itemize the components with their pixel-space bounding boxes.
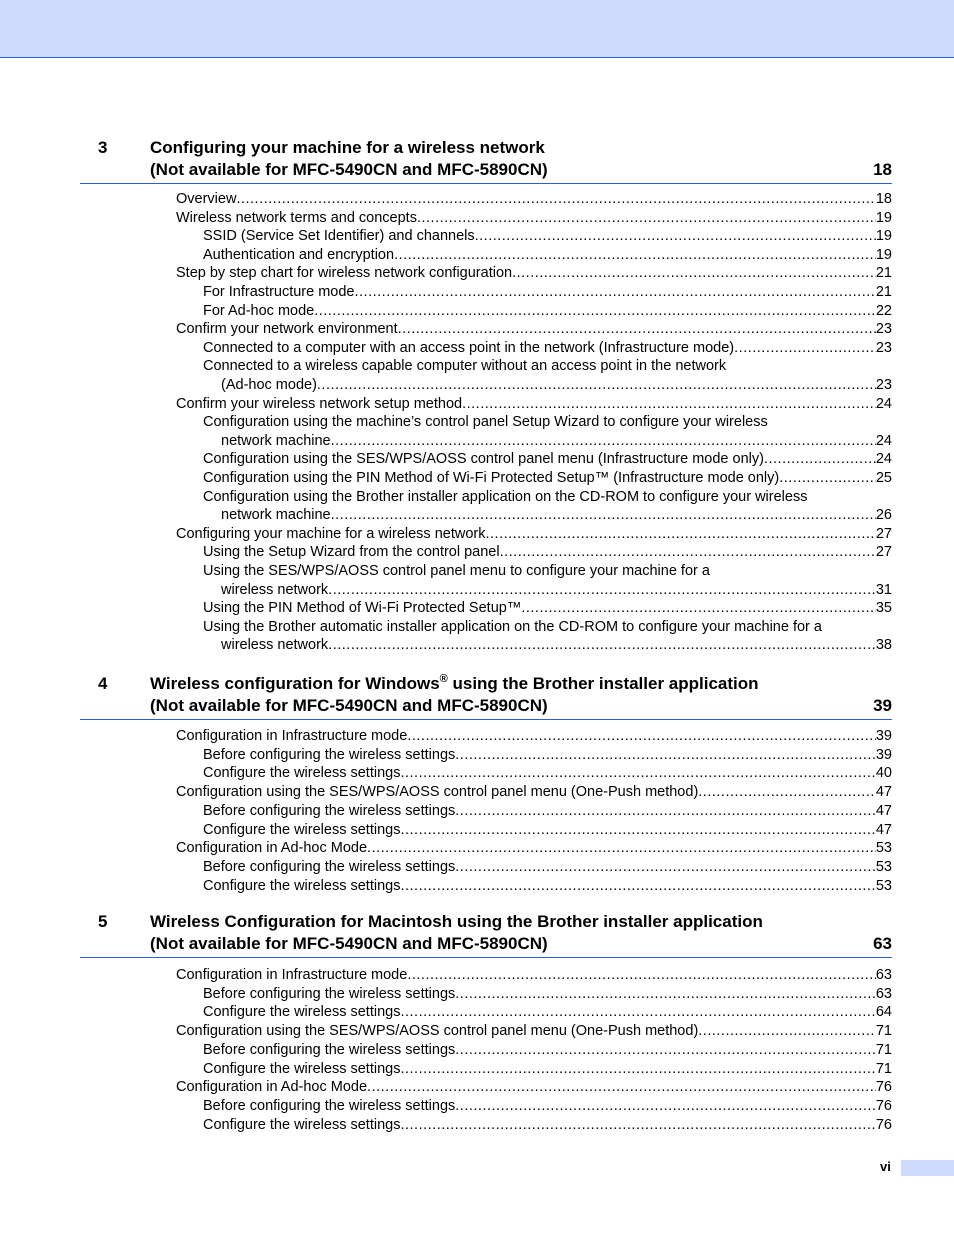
- dot-leader: [455, 802, 876, 821]
- toc-entry-page: 39: [875, 728, 892, 744]
- chapter-page-number: 18: [873, 160, 892, 179]
- dot-leader: [367, 839, 876, 858]
- toc-entry[interactable]: [203, 764, 892, 783]
- toc-entry-title: Configure the wireless settings: [203, 877, 401, 894]
- dot-leader: [734, 339, 876, 358]
- toc-entry[interactable]: [203, 821, 892, 840]
- toc-entry-title: Configuration using the SES/WPS/AOSS control panel menu (One-Push method): [176, 1023, 699, 1040]
- toc-entry-page: 40: [875, 765, 892, 782]
- dot-leader: [400, 877, 875, 896]
- toc-entry-page: 25: [875, 470, 892, 486]
- chapter-title-line1: Configuring your machine for a wireless network: [150, 138, 545, 157]
- chapter-number: 4: [98, 674, 108, 693]
- toc-entry-title: Configuration in Ad-hoc Mode: [176, 1079, 368, 1096]
- toc-entry-title: Connected to a computer with an access point in the network (Infrastructure mode): [203, 339, 735, 356]
- toc-entry[interactable]: [221, 636, 892, 655]
- toc-entry-page: 22: [875, 302, 892, 319]
- toc-entry[interactable]: [203, 802, 892, 821]
- toc-entry-page: 18: [875, 191, 892, 207]
- toc-entry[interactable]: [176, 395, 892, 414]
- toc-entry-continued[interactable]: [203, 413, 892, 432]
- toc-entry-title: wireless network: [221, 637, 329, 654]
- toc-entry-page: 71: [875, 1041, 892, 1058]
- toc-entry-continued[interactable]: [203, 488, 892, 507]
- dot-leader: [698, 1022, 876, 1041]
- toc-entry[interactable]: [176, 1022, 892, 1041]
- dot-leader: [394, 246, 876, 265]
- toc-entry-page: 53: [875, 858, 892, 875]
- toc-entry-title: Using the Brother automatic installer application on the CD-ROM to configure your machine for a: [203, 618, 822, 635]
- toc-entry[interactable]: [176, 839, 892, 858]
- toc-entry-title: Configuration using the Brother installer application on the CD-ROM to configure your wireless: [203, 488, 808, 505]
- toc-entry[interactable]: [203, 227, 892, 246]
- toc-entry[interactable]: [176, 320, 892, 339]
- dot-leader: [455, 1041, 876, 1060]
- chapter-page-number: 63: [873, 934, 892, 953]
- chapter-title-text: using the Brother installer application: [447, 674, 759, 693]
- chapter-title[interactable]: [150, 911, 763, 955]
- toc-entry-continued[interactable]: [203, 618, 892, 637]
- chapter-divider: [80, 719, 892, 720]
- toc-entry-page: 71: [875, 1060, 892, 1077]
- toc-entry-page: 76: [875, 1079, 892, 1096]
- toc-entry-page: 23: [875, 377, 892, 393]
- toc-entry-page: 21: [875, 284, 892, 300]
- toc-entry-title: SSID (Service Set Identifier) and channels: [203, 228, 475, 245]
- toc-entry-title: Configure the wireless settings: [203, 1116, 401, 1133]
- toc-entry-page: 26: [875, 507, 892, 524]
- toc-entry[interactable]: [203, 1003, 892, 1022]
- toc-entry[interactable]: [203, 985, 892, 1004]
- dot-leader: [328, 636, 876, 655]
- toc-entry-title: Using the Setup Wizard from the control panel: [203, 544, 500, 561]
- toc-entry[interactable]: [203, 469, 892, 488]
- toc-entry-title: Configuration in Ad-hoc Mode: [176, 840, 368, 857]
- chapter-title-line2: (Not available for MFC-5490CN and MFC-5890CN): [150, 696, 548, 715]
- toc-entry-title: Configure the wireless settings: [203, 821, 401, 838]
- chapter-title-text: Wireless configuration for Windows: [150, 674, 440, 693]
- toc-entry-title: Configuration in Infrastructure mode: [176, 728, 408, 744]
- toc-entry-page: 53: [875, 877, 892, 894]
- toc-entry[interactable]: [203, 1060, 892, 1079]
- toc-entry-continued[interactable]: [203, 357, 892, 376]
- dot-leader: [400, 1116, 875, 1135]
- toc-entry[interactable]: [176, 264, 892, 283]
- toc-entry-page: 24: [875, 432, 892, 449]
- chapter-title-line1: [150, 673, 759, 695]
- chapter-divider: [80, 183, 892, 184]
- dot-leader: [475, 227, 876, 246]
- toc-entry-title: Configure the wireless settings: [203, 1060, 401, 1077]
- dot-leader: [355, 283, 876, 302]
- dot-leader: [367, 1078, 876, 1097]
- dot-leader: [400, 1060, 875, 1079]
- footer-page-number: vi: [880, 1159, 891, 1174]
- toc-entry-title: Before configuring the wireless settings: [203, 1097, 456, 1114]
- dot-leader: [417, 209, 876, 228]
- toc-entry-page: 47: [875, 821, 892, 838]
- toc-entry-page: 23: [875, 321, 892, 338]
- toc-entry[interactable]: [203, 858, 892, 877]
- chapter-number: 3: [98, 138, 108, 157]
- toc-entry-title: (Ad-hoc mode): [221, 377, 317, 393]
- toc-entry-page: 19: [875, 246, 892, 263]
- dot-leader: [398, 320, 876, 339]
- toc-entry-page: 39: [875, 746, 892, 763]
- chapter-title-line2: (Not available for MFC-5490CN and MFC-5890CN): [150, 934, 548, 953]
- toc-entry[interactable]: [203, 599, 892, 618]
- toc-entry-title: Connected to a wireless capable computer without an access point in the network: [203, 358, 727, 375]
- dot-leader: [455, 858, 876, 877]
- toc-entry[interactable]: [203, 450, 892, 469]
- toc-entry-page: 21: [875, 265, 892, 282]
- toc-entry-title: Using the SES/WPS/AOSS control panel menu to configure your machine for a: [203, 563, 710, 579]
- toc-entry-continued[interactable]: [203, 562, 892, 581]
- toc-entry-page: 24: [875, 395, 892, 412]
- toc-entry-title: Configuration using the SES/WPS/AOSS control panel menu (Infrastructure mode only): [203, 451, 764, 468]
- dot-leader: [236, 190, 875, 209]
- toc-entry-title: Confirm your network environment: [176, 321, 398, 338]
- toc-entry-title: Configuration using the SES/WPS/AOSS control panel menu (One-Push method): [176, 784, 699, 801]
- toc-entry[interactable]: [221, 432, 892, 451]
- toc-entry-title: Before configuring the wireless settings: [203, 802, 456, 819]
- toc-entry[interactable]: [176, 190, 892, 209]
- toc-entry[interactable]: [203, 283, 892, 302]
- dot-leader: [455, 1097, 876, 1116]
- toc-entry[interactable]: [203, 246, 892, 265]
- chapter-title-line1: Wireless Configuration for Macintosh using the Brother installer application: [150, 912, 763, 931]
- toc-entry[interactable]: [203, 339, 892, 358]
- toc-entry[interactable]: [203, 1116, 892, 1135]
- toc-entry-page: 23: [875, 339, 892, 356]
- registered-mark: ®: [439, 673, 448, 685]
- toc-entry-title: wireless network: [221, 581, 329, 598]
- toc-entry[interactable]: [176, 727, 892, 746]
- dot-leader: [500, 543, 876, 562]
- toc-entry-title: network machine: [221, 507, 331, 524]
- toc-entry[interactable]: [221, 376, 892, 395]
- chapter-number: 5: [98, 912, 108, 931]
- toc-entry-title: For Ad-hoc mode: [203, 302, 315, 319]
- toc-entry-page: 35: [875, 600, 892, 617]
- toc-entry-title: Configure the wireless settings: [203, 765, 401, 782]
- toc-entry-title: Step by step chart for wireless network configuration: [176, 265, 513, 282]
- toc-entry-title: Configuration using the machine’s control panel Setup Wizard to configure your wireless: [203, 414, 768, 431]
- toc-entry-title: Before configuring the wireless settings: [203, 746, 456, 763]
- toc-entry-title: Before configuring the wireless settings: [203, 985, 456, 1002]
- toc-entry[interactable]: [176, 783, 892, 802]
- toc-entry-page: 47: [875, 802, 892, 819]
- toc-entry-page: 24: [875, 451, 892, 468]
- toc-entry[interactable]: [176, 1078, 892, 1097]
- dot-leader: [462, 395, 876, 414]
- dot-leader: [314, 302, 876, 321]
- dot-leader: [485, 525, 875, 544]
- dot-leader: [331, 506, 876, 525]
- toc-entry-page: 31: [875, 581, 892, 598]
- toc-entry[interactable]: [203, 302, 892, 321]
- dot-leader: [521, 599, 876, 618]
- toc-entry-title: Wireless network terms and concepts: [176, 209, 417, 226]
- dot-leader: [698, 783, 876, 802]
- dot-leader: [779, 469, 876, 488]
- toc-entry-page: 19: [875, 228, 892, 245]
- toc-entry[interactable]: [203, 543, 892, 562]
- toc-entry-title: Before configuring the wireless settings: [203, 858, 456, 875]
- dot-leader: [407, 966, 876, 985]
- toc-entry-page: 27: [875, 525, 892, 542]
- toc-entry-title: Configuration in Infrastructure mode: [176, 967, 408, 983]
- toc-entry-title: Configuring your machine for a wireless network: [176, 525, 486, 542]
- dot-leader: [400, 764, 875, 783]
- toc-entry[interactable]: [203, 746, 892, 765]
- toc-entry-page: 19: [875, 209, 892, 226]
- chapter-divider: [80, 957, 892, 958]
- toc-entry-title: Overview: [176, 191, 237, 207]
- toc-entry-title: network machine: [221, 432, 331, 449]
- footer-tab: [901, 1160, 954, 1176]
- toc-entry-title: Confirm your wireless network setup method: [176, 395, 463, 412]
- chapter-title[interactable]: [150, 673, 759, 717]
- toc-entry[interactable]: [221, 581, 892, 600]
- dot-leader: [331, 432, 876, 451]
- toc-entry-page: 53: [875, 840, 892, 857]
- toc-entry-page: 63: [875, 967, 892, 983]
- toc-entry[interactable]: [176, 966, 892, 985]
- dot-leader: [317, 376, 876, 395]
- toc-entry-page: 63: [875, 985, 892, 1002]
- dot-leader: [764, 450, 876, 469]
- dot-leader: [455, 985, 876, 1004]
- toc-entry-page: 76: [875, 1097, 892, 1114]
- toc-entry-page: 71: [875, 1023, 892, 1040]
- toc-entry-page: 47: [875, 784, 892, 801]
- dot-leader: [512, 264, 876, 283]
- toc-entry-page: 38: [875, 637, 892, 654]
- toc-entry-title: Configure the wireless settings: [203, 1004, 401, 1021]
- toc-entry-title: Configuration using the PIN Method of Wi-Fi Protected Setup™ (Infrastructure mode only): [203, 470, 780, 486]
- dot-leader: [328, 581, 876, 600]
- toc-entry[interactable]: [221, 506, 892, 525]
- toc-entry-page: 64: [875, 1004, 892, 1021]
- toc-entry[interactable]: [176, 209, 892, 228]
- toc-entry-title: Authentication and encryption: [203, 246, 395, 263]
- dot-leader: [407, 727, 876, 746]
- dot-leader: [455, 746, 876, 765]
- toc-entry[interactable]: [176, 525, 892, 544]
- chapter-title[interactable]: [150, 137, 548, 181]
- toc-entry[interactable]: [203, 877, 892, 896]
- chapter-page-number: 39: [873, 696, 892, 715]
- toc-entry[interactable]: [203, 1041, 892, 1060]
- toc-entry-title: Using the PIN Method of Wi-Fi Protected Setup™: [203, 600, 522, 617]
- toc-entry-page: 27: [875, 544, 892, 561]
- dot-leader: [400, 1003, 875, 1022]
- chapter-title-line2: (Not available for MFC-5490CN and MFC-5890CN): [150, 160, 548, 179]
- toc-entry[interactable]: [203, 1097, 892, 1116]
- toc-entry-title: For Infrastructure mode: [203, 284, 355, 300]
- header-band: [0, 0, 954, 58]
- toc-entry-title: Before configuring the wireless settings: [203, 1041, 456, 1058]
- toc-entry-page: 76: [875, 1116, 892, 1133]
- dot-leader: [400, 821, 875, 840]
